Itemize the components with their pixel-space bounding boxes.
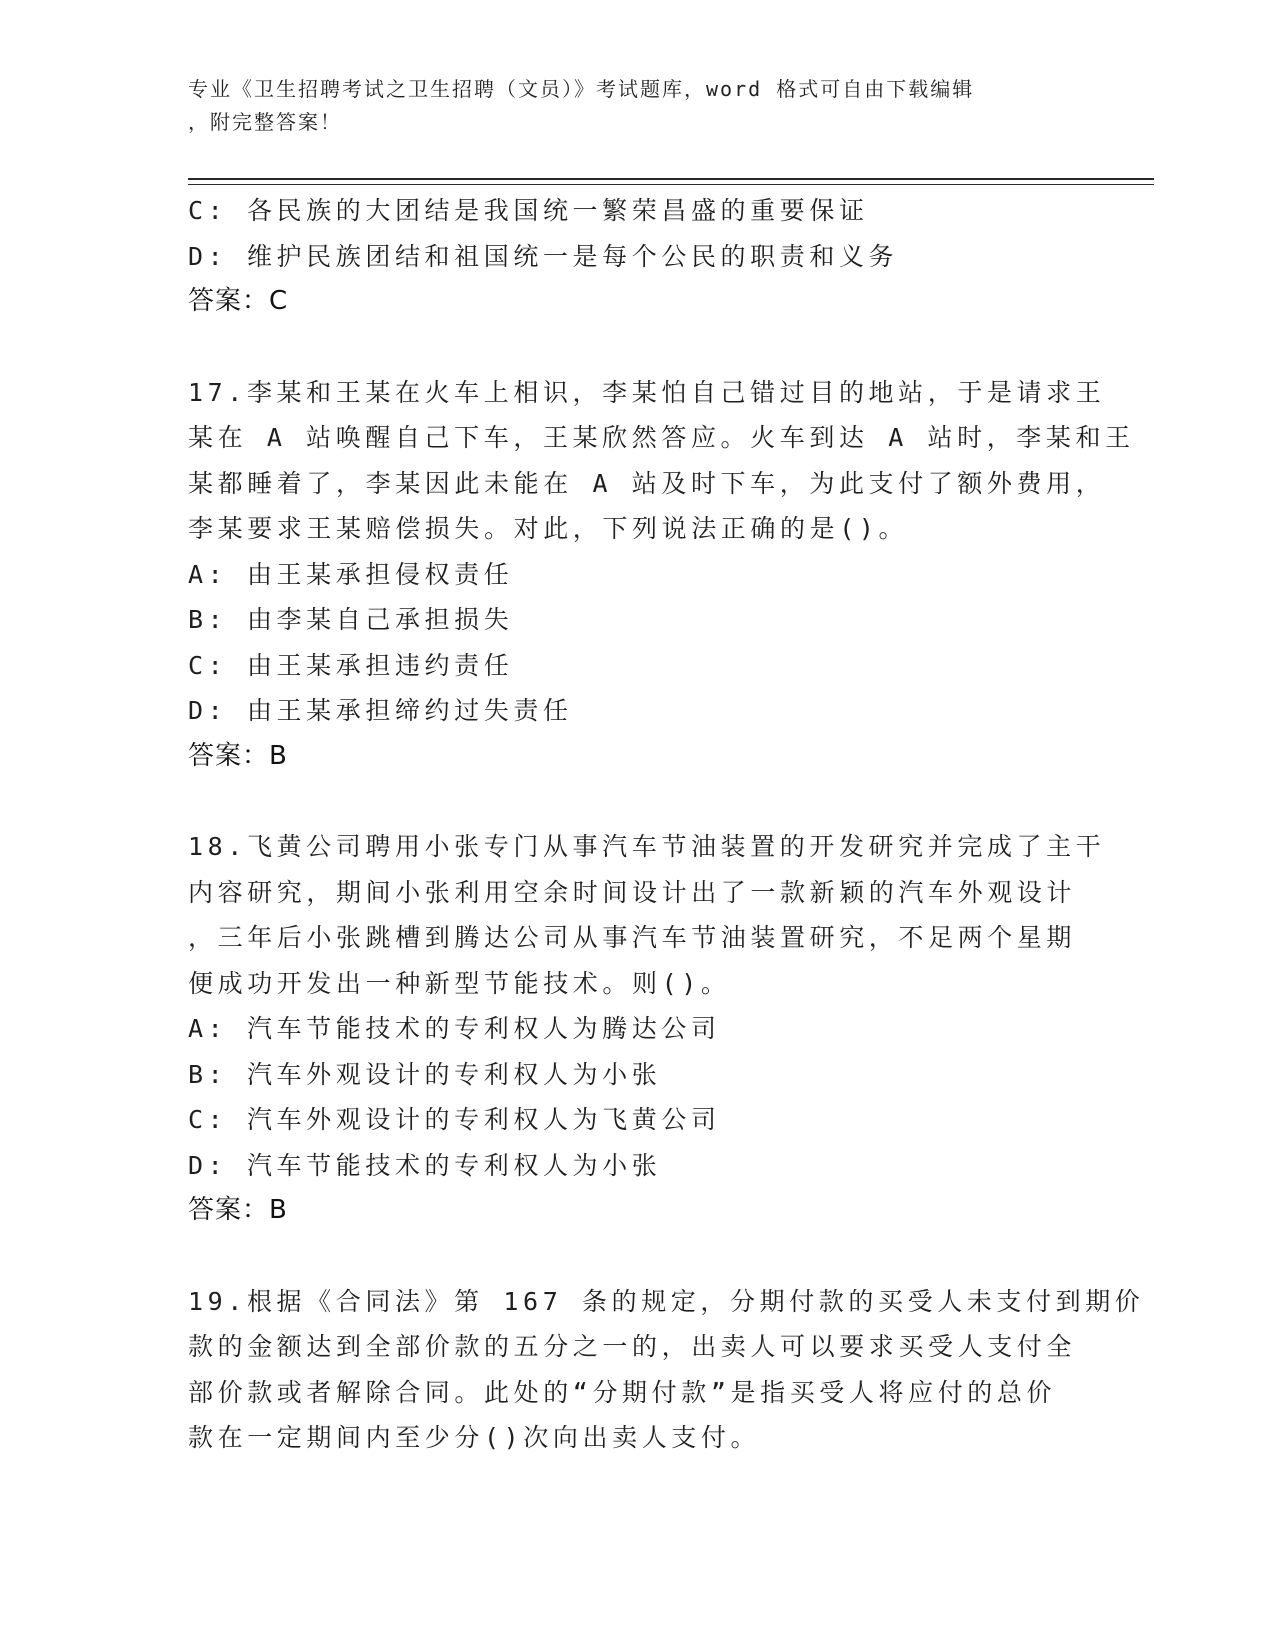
header-rule bbox=[188, 178, 1154, 180]
option-d: D: 维护民族团结和祖国统一是每个公民的职责和义务 bbox=[188, 241, 899, 271]
header-line: ，附完整答案！ bbox=[188, 110, 342, 134]
answer-line: 答案：B bbox=[188, 740, 288, 771]
question-stem-line: 款的金额达到全部价款的五分之一的，出卖人可以要求买受人支付全 bbox=[188, 1332, 1077, 1361]
document-body bbox=[188, 188, 1145, 1461]
option-b: B: 由李某自己承担损失 bbox=[188, 605, 514, 634]
option-c: C: 由王某承担违约责任 bbox=[188, 650, 514, 680]
question-stem-line: 某都睡着了，李某因此未能在 A 站及时下车，为此支付了额外费用， bbox=[188, 468, 1106, 498]
question-18 bbox=[188, 824, 1106, 1234]
answer-line: 答案：B bbox=[188, 1195, 288, 1225]
option-b: B: 汽车外观设计的专利权人为小张 bbox=[188, 1059, 662, 1089]
option-d: D: 由王某承担缔约过失责任 bbox=[188, 696, 573, 725]
question-stem-line: 内容研究，期间小张利用空余时间设计出了一款新颖的汽车外观设计 bbox=[188, 877, 1077, 907]
option-a: A: 汽车节能技术的专利权人为腾达公司 bbox=[188, 1014, 721, 1043]
question-stem-line: 款在一定期间内至少分()次向出卖人支付。 bbox=[188, 1423, 761, 1452]
question-stem-line: 部价款或者解除合同。此处的“分期付款”是指买受人将应付的总价 bbox=[188, 1377, 1057, 1407]
answer-line: 答案：C bbox=[188, 286, 289, 316]
question-fragment bbox=[188, 188, 1088, 325]
option-d: D: 汽车节能技术的专利权人为小张 bbox=[188, 1150, 662, 1180]
question-stem-line: 李某要求王某赔偿损失。对此，下列说法正确的是()。 bbox=[188, 514, 909, 543]
question-stem-line: 18.飞黄公司聘用小张专门从事汽车节油装置的开发研究并完成了主干 bbox=[188, 832, 1106, 861]
option-c: C: 各民族的大团结是我国统一繁荣昌盛的重要保证 bbox=[188, 196, 869, 225]
question-17 bbox=[188, 370, 1135, 780]
page-header bbox=[188, 73, 1078, 139]
question-stem-line: ，三年后小张跳槽到腾达公司从事汽车节油装置研究，不足两个星期 bbox=[188, 923, 1077, 952]
question-stem-line: 17.李某和王某在火车上相识，李某怕自己错过目的地站，于是请求王 bbox=[188, 377, 1106, 407]
question-stem-line: 19.根据《合同法》第 167 条的规定，分期付款的买受人未支付到期价 bbox=[188, 1286, 1145, 1316]
option-c: C: 汽车外观设计的专利权人为飞黄公司 bbox=[188, 1105, 721, 1134]
header-line: 专业《卫生招聘考试之卫生招聘（文员）》考试题库，word 格式可自由下载编辑 bbox=[188, 77, 975, 101]
option-a: A: 由王某承担侵权责任 bbox=[188, 559, 514, 589]
question-19 bbox=[188, 1279, 1145, 1461]
header-rule-thin bbox=[188, 184, 1154, 185]
question-stem-line: 某在 A 站唤醒自己下车，王某欣然答应。火车到达 A 站时，李某和王 bbox=[188, 423, 1135, 452]
question-stem-line: 便成功开发出一种新型节能技术。则()。 bbox=[188, 968, 731, 998]
